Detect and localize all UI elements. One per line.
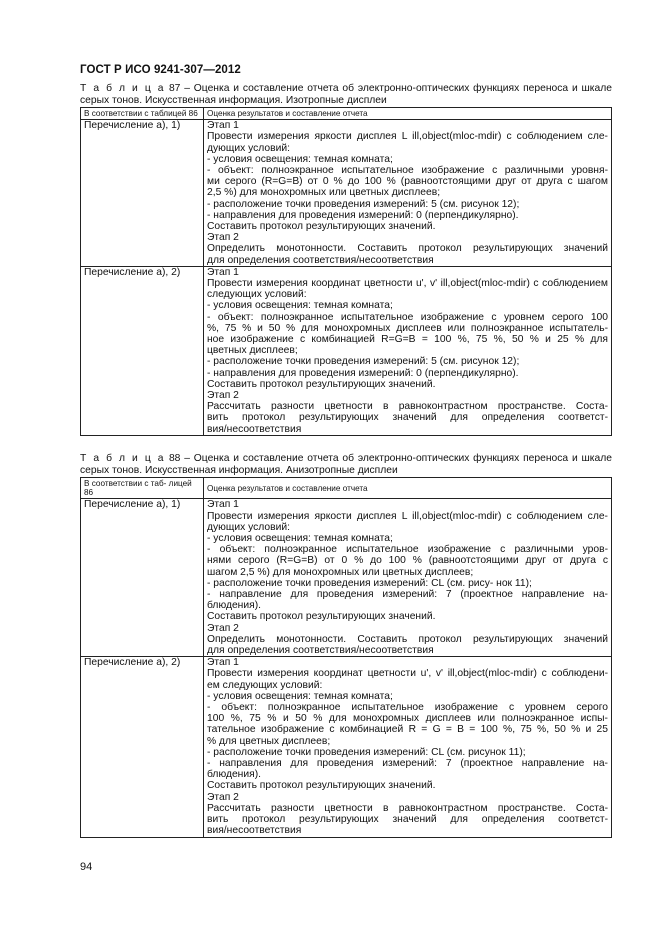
cell-line: Провести измерения яркости дисплея L ill,object(mloc-mdir) с соблюдением сле- <box>207 131 608 143</box>
row-label: Перечисление а), 1) <box>81 499 204 657</box>
document-header: ГОСТ Р ИСО 9241-307—2012 <box>80 64 241 76</box>
cell-line: Определить монотонности. Составить протокол результирующих значений <box>207 633 608 645</box>
table-caption-text: 87 – Оценка и составление отчета об электронно-оптических функциях переноса и шкале серых тонов. Искусственная информация. Изотропные дисплеи <box>80 83 612 106</box>
cell-line: - направления для проведения измерений: 0 (перпендикулярно). <box>207 209 519 221</box>
cell-line: Этап 2 <box>207 622 239 634</box>
cell-line: Этап 1 <box>207 266 239 278</box>
cell-line: - направления для проведения измерений: 7 (проектное направление на- <box>207 758 608 770</box>
table-87 <box>80 107 612 436</box>
cell-line: - условия освещения: темная комната; <box>207 300 393 312</box>
cell-line: Рассчитать разности цветности в равноконтрастном пространстве. Соста- <box>207 401 608 413</box>
cell-line: блюдения). <box>207 769 261 781</box>
row-content <box>204 499 612 657</box>
cell-line: - расположение точки проведения измерений: 5 (см. рисунок 12); <box>207 198 520 210</box>
cell-line: вия/несоответствия <box>207 825 302 837</box>
cell-line: - расположение точки проведения измерений: 5 (см. рисунок 12); <box>207 356 520 368</box>
cell-line: 100 %, 75 % и 50 % для монохромных дисплеев или полноэкранное испы- <box>207 713 608 725</box>
cell-line: блюдения). <box>207 600 261 612</box>
row-label: Перечисление а), 1) <box>81 120 204 267</box>
table-88-caption <box>80 453 612 476</box>
cell-line: - условия освещения: темная комната; <box>207 533 393 545</box>
cell-line: следующих условий: <box>207 289 307 301</box>
cell-line: для определения соответствия/несоответствия <box>207 254 434 266</box>
table-88 <box>80 477 612 838</box>
cell-line: дующих условий: <box>207 142 290 154</box>
cell-line: Составить протокол результирующих значений. <box>207 221 436 233</box>
table-row <box>81 499 612 657</box>
row-content <box>204 657 612 837</box>
header-col1: В соответствии с таб- лицей 86 <box>81 478 204 499</box>
cell-line: Составить протокол результирующих значений. <box>207 780 436 792</box>
page-number: 94 <box>80 861 93 873</box>
cell-line: Этап 2 <box>207 390 239 402</box>
cell-line: шагом 2,5 %) для монохромных или цветных дисплеев; <box>207 566 474 578</box>
cell-line: ми серого (R=G=B) от 0 % до 100 % (равноотстоящими друг от друга с шагом <box>207 176 608 188</box>
cell-line: вить протокол результирующих значений для определения соответст- <box>207 412 608 424</box>
table-87-caption <box>80 83 612 106</box>
cell-line: - объект: полноэкранное испытательное изображение с уровнем серого 100 <box>207 311 608 323</box>
row-content <box>204 120 612 267</box>
header-col2: Оценка результатов и составление отчета <box>204 108 612 120</box>
row-label: Перечисление а), 2) <box>81 266 204 435</box>
cell-line: Составить протокол результирующих значений. <box>207 611 436 623</box>
table-header-row <box>81 478 612 499</box>
cell-line: Этап 1 <box>207 657 239 669</box>
cell-line: ем следующих условий: <box>207 679 323 691</box>
cell-line: - условия освещения: темная комната; <box>207 690 393 702</box>
cell-line: - объект: полноэкранное испытательное изображение с различными уровня- <box>207 165 608 177</box>
cell-line: Определить монотонности. Составить протокол результирующих значений <box>207 243 608 255</box>
cell-line: Провести измерения яркости дисплея L ill,object(mloc-mdir) с соблюдением сле- <box>207 510 608 522</box>
table-label: Т а б л и ц а <box>80 453 166 464</box>
cell-line: цветных дисплеев; <box>207 345 298 357</box>
table-row <box>81 120 612 267</box>
cell-line: % для цветных дисплеев; <box>207 735 331 747</box>
cell-line: - расположение точки проведения измерений: CL (см. рису- нок 11); <box>207 577 532 589</box>
table-header-row <box>81 108 612 120</box>
table-row <box>81 266 612 435</box>
cell-line: тательное изображение с комбинацией R = G = B = 100 %, 75 %, 50 % и 25 <box>207 724 608 736</box>
row-label: Перечисление а), 2) <box>81 657 204 837</box>
header-col2: Оценка результатов и составление отчета <box>204 478 612 499</box>
table-caption-text: 88 – Оценка и составление отчета об электронно-оптических функциях переноса и шкале серых тонов. Искусственная информация. Анизотропные дисплеи <box>80 453 612 476</box>
row-content <box>204 266 612 435</box>
cell-line: Провести измерения координат цветности u', v' ill,object(mloc-mdir) с соблюдени- <box>207 668 608 680</box>
cell-line: - направления для проведения измерений: 0 (перпендикулярно). <box>207 367 519 379</box>
cell-line: - расположение точки проведения измерений: CL (см. рисунок 11); <box>207 746 526 758</box>
cell-line: Составить протокол результирующих значений. <box>207 378 436 390</box>
cell-line: - объект: полноэкранное испытательное изображение с уровнем серого <box>207 702 608 714</box>
cell-line: ное изображение с комбинацией R=G=B = 100 %, 75 %, 50 % и 25 % для <box>207 334 608 346</box>
cell-line: - направление для проведения измерений: 7 (проектное направление на- <box>207 589 608 601</box>
cell-line: %, 75 % и 50 % для монохромных дисплеев или полноэкранное испытатель- <box>207 322 608 334</box>
cell-line: - объект: полноэкранное испытательное изображение с различными уров- <box>207 544 608 556</box>
cell-line: нями серого (R=G=B) от 0 % до 100 % (равноотстоящими друг от друга с <box>207 555 608 567</box>
cell-line: дующих условий: <box>207 521 290 533</box>
cell-line: Этап 1 <box>207 120 239 132</box>
table-label: Т а б л и ц а <box>80 83 166 94</box>
cell-line: - условия освещения: темная комната; <box>207 153 393 165</box>
header-col1: В соответствии с таблицей 86 <box>81 108 204 120</box>
cell-line: вить протокол результирующих значений для определения соответст- <box>207 814 608 826</box>
cell-line: Этап 2 <box>207 791 239 803</box>
table-row <box>81 657 612 837</box>
cell-line: для определения соответствия/несоответствия <box>207 645 434 657</box>
cell-line: вия/несоответствия <box>207 423 302 435</box>
cell-line: Этап 2 <box>207 232 239 244</box>
cell-line: Этап 1 <box>207 499 239 511</box>
cell-line: Провести измерения координат цветности u', v' ill,object(mloc-mdir) с соблюдением <box>207 278 608 290</box>
cell-line: 2,5 %) для монохромных или цветных дисплеев; <box>207 187 441 199</box>
cell-line: Рассчитать разности цветности в равноконтрастном пространстве. Соста- <box>207 802 608 814</box>
